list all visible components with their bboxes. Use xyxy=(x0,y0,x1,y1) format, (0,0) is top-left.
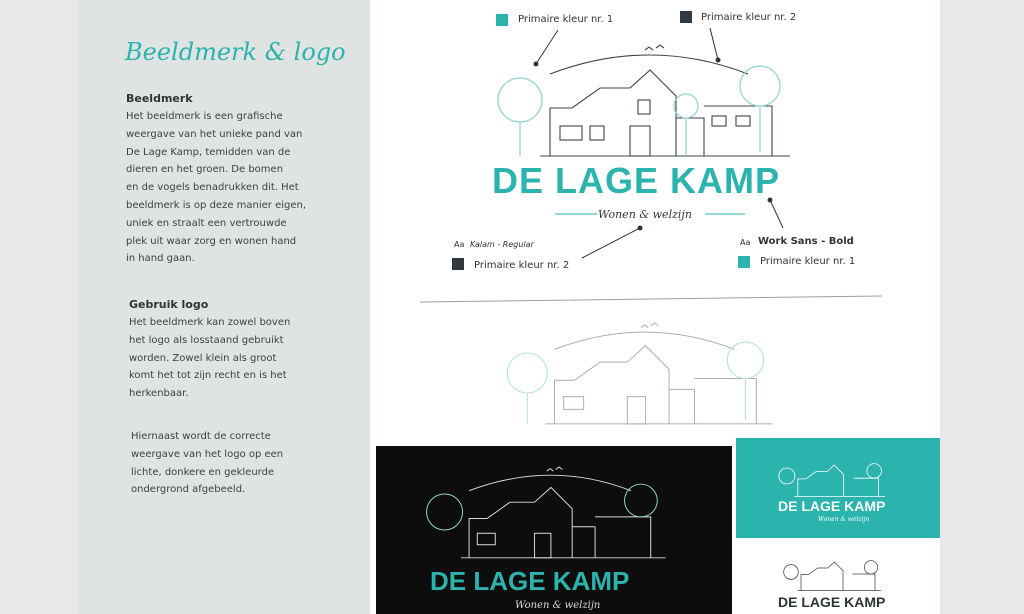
logo-illustration-dark xyxy=(420,462,690,562)
logo-wordmark-dark: DE LAGE KAMP xyxy=(430,566,630,596)
text-line: Het beeldmerk is een grafische xyxy=(126,111,283,122)
logo-tagline-dark: Wonen & welzijn xyxy=(515,600,601,611)
text-line: lichte, donkere en gekleurde xyxy=(131,466,275,478)
font-script-label: Kalam - Regular xyxy=(470,240,534,249)
text-line: Hiernaast wordt de correcte xyxy=(131,431,271,442)
text-line: uniek en straalt een vertrouwde xyxy=(126,217,287,229)
logo-tagline-main: Wonen & welzijn xyxy=(598,208,692,221)
logo-illustration-main xyxy=(490,40,820,160)
section-heading-beeldmerk: Beeldmerk xyxy=(126,92,193,105)
text-line: ondergrond afgebeeld. xyxy=(131,484,246,496)
logo-wordmark-teal: DE LAGE KAMP xyxy=(778,498,886,514)
primary-color-2-label-bottom: Primaire kleur nr. 2 xyxy=(474,260,570,271)
logo-illustration-teal xyxy=(776,454,896,498)
text-line: weergave van het logo op een xyxy=(131,448,284,460)
logo-illustration-light xyxy=(776,552,896,592)
page-title: Beeldmerk & logo xyxy=(125,38,346,66)
font-sample-prefix: Aa xyxy=(454,240,465,249)
logo-wordmark-main: DE LAGE KAMP xyxy=(492,160,781,201)
text-line: beeldmerk is op deze manier eigen, xyxy=(126,199,307,211)
text-line: weergave van het unieke pand van xyxy=(126,128,303,140)
text-line: in hand gaan. xyxy=(126,253,195,265)
beeldmerk-standalone xyxy=(500,318,800,428)
text-line: het logo als losstaand gebruikt xyxy=(129,334,284,346)
text-line: dieren en het groen. De bomen xyxy=(126,164,284,176)
text-line: en de vogels benadrukken dit. Het xyxy=(126,182,299,194)
logo-wordmark-light: DE LAGE KAMP xyxy=(778,594,886,610)
font-sans-label: Work Sans - Bold xyxy=(758,236,854,247)
text-line: De Lage Kamp, temidden van de xyxy=(126,146,291,158)
text-line: worden. Zowel klein als groot xyxy=(129,352,277,364)
primary-color-1-label-bottom: Primaire kleur nr. 1 xyxy=(760,256,856,267)
text-line: herkenbaar. xyxy=(129,388,189,400)
primary-color-2-label: Primaire kleur nr. 2 xyxy=(701,12,797,23)
primary-color-1-swatch-bottom xyxy=(738,256,750,268)
font-sample-prefix-sans: Aa xyxy=(740,238,751,247)
section-heading-gebruik-logo: Gebruik logo xyxy=(129,298,209,311)
text-line: komt het tot zijn recht en is het xyxy=(129,370,287,382)
logo-tagline-teal: Wonen & welzijn xyxy=(818,516,870,523)
primary-color-1-label: Primaire kleur nr. 1 xyxy=(518,14,614,25)
primary-color-2-swatch-bottom xyxy=(452,258,464,270)
text-line: Het beeldmerk kan zowel boven xyxy=(129,317,291,328)
text-line: plek uit waar zorg en wonen hand xyxy=(126,235,297,247)
